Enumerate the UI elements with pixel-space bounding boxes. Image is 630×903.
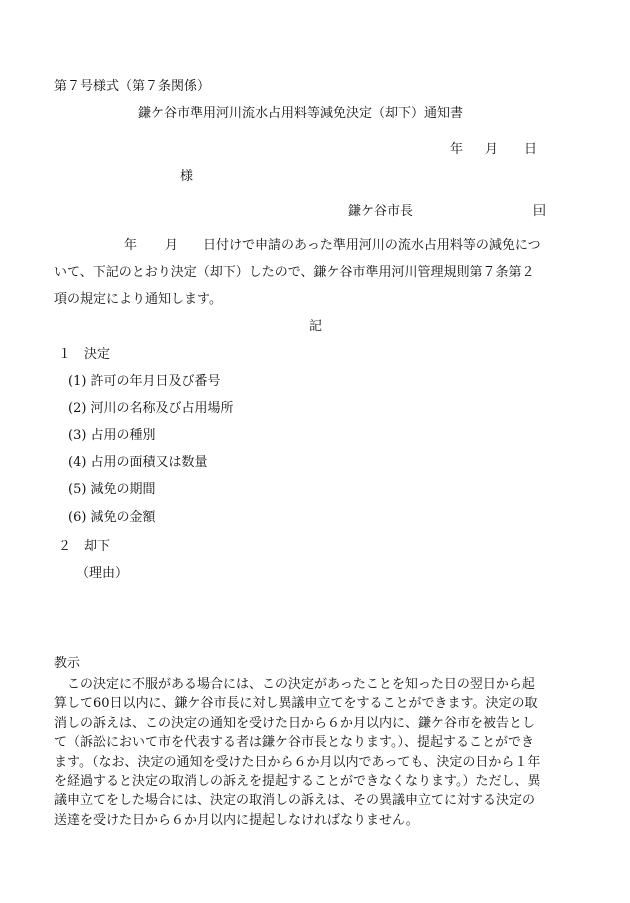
section-decision: １ 決定 [58,347,111,362]
notice-body [54,232,579,313]
addressee-suffix: 様 [180,169,194,184]
instruction-text [54,675,584,830]
section-rejection: ２ 却下 [58,539,111,554]
instruction-line: を経過すると決定の取消しの訴えを提起することができなくなります。）ただし、異 [54,774,541,790]
body-month-label: 月 [165,238,179,253]
decision-item: (1) 許可の年月日及び番号 [68,374,221,389]
body-line-2: いて、下記のとおり決定（却下）したので、鎌ケ谷市準用河川管理規則第７条第２ [54,265,535,280]
date-line [450,141,537,159]
decision-item: (5) 減免の期間 [68,482,156,497]
date-year-label: 年 [450,142,464,157]
instruction-line: 算して60日以内に、鎌ケ谷市長に対し異議申立てをすることができます。決定の取 [54,696,538,712]
instruction-line-text: この決定に不服がある場合には、この決定があったことを知った日の翌日から起 [67,677,535,692]
body-year-label: 年 [124,238,138,253]
form-number: 第７号様式（第７条関係） [54,79,211,94]
body-line-3: 項の規定により通知します。 [54,292,222,307]
decision-item: (6) 減免の金額 [68,510,156,525]
decision-item: (3) 占用の種別 [68,428,156,443]
instruction-line: 議申立てをした場合には、決定の取消しの訴えは、その異議申立てに対する決定の [54,793,536,809]
instruction-line: 消しの訴えは、この決定の通知を受けた日から６か月以内に、鎌ケ谷市を被告とし [54,715,536,731]
ki-heading: 記 [309,319,323,334]
instruction-line: て（訴訟において市を代表する者は鎌ケ谷市長となります。）、提起することができ [54,735,534,751]
date-day-label: 日 [524,142,538,157]
body-line-1-tail: 日付けで申請のあった準用河川の流水占用料等の減免につ [203,238,541,253]
reason-label: （理由） [76,566,129,581]
instruction-line: ます。（なお、決定の通知を受けた日から６か月以内であっても、決定の日から１年 [54,754,541,770]
body-line-1 [54,232,579,259]
decision-item: (2) 河川の名称及び占用場所 [68,401,234,416]
seal-mark: 囙 [533,204,547,219]
instruction-heading: 教示 [54,656,81,671]
instruction-line: 送達を受けた日から６か月以内に提起しなければなりません。 [54,812,419,828]
issuer-name: 鎌ケ谷市長 [348,204,414,219]
date-month-label: 月 [485,142,499,157]
decision-item: (4) 占用の面積又は数量 [68,455,208,470]
document-title: 鎌ケ谷市準用河川流水占用料等減免決定（却下）通知書 [138,106,464,121]
instruction-line [54,675,584,694]
